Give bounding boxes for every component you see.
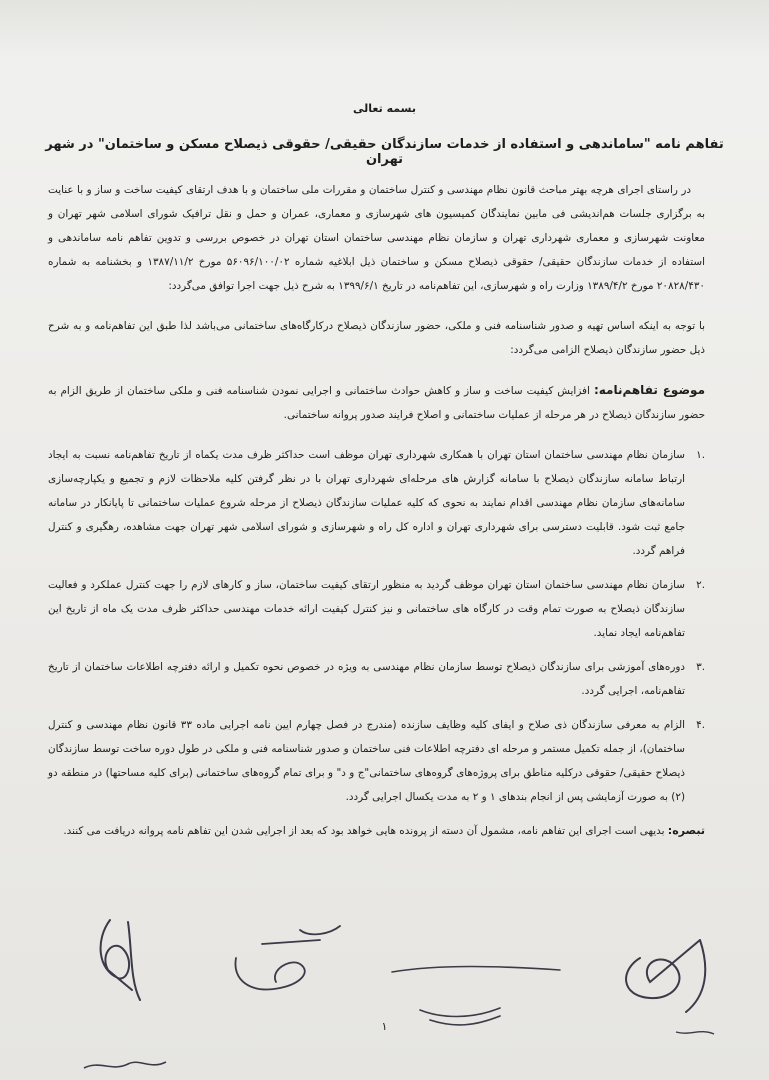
item-number: .۲: [696, 579, 705, 591]
signature-left: [101, 920, 140, 1000]
item-text: الزام به معرفی سازندگان ذی صلاح و ایفای کلیه وظایف سازنده (مندرج در فصل چهارم ایین نامه اجرایی ماده ۳۳ قانون نظام مهندسی و کنترل ساختمان)، از جمله تکمیل مستمر و مرحله ای دفترچه اطلاعات فنی ساختمان و صدور شناسنامه فنی و ملکی در طول دوره ساخت توسط سازندگان ذیصلاح حقیقی/ حقوقی درکلیه مناطق برای پروژه‌های گروه‌های ساختمانی"ج و د" و برای تمام گروه‌های ساختمانی (برای کلیه مساحتها) در منطقه دو (۲) به صورت آزمایشی پس از انجام بندهای ۱ و ۲ به مدت یکسال اجرایی گردد.: [48, 719, 686, 803]
subject-label: موضوع تفاهم‌نامه:: [593, 383, 706, 397]
note-paragraph: [48, 819, 705, 843]
document-header: [40, 102, 729, 167]
signatures-area: [0, 900, 769, 1080]
item-text: دوره‌های آموزشی برای سازندگان ذیصلاح توسط سازمان نظام مهندسی به ویژه در خصوص نحوه تکمیل و ارائه دفترچه اطلاعات ساختمان از تاریخ تفاهم‌نامه، اجرایی گردد.: [48, 661, 685, 697]
signature-center: [392, 967, 560, 1025]
page-number: ۱: [381, 1020, 388, 1033]
subject-paragraph: [48, 378, 705, 427]
item-number: .۳: [696, 661, 705, 673]
list-item-3: [48, 655, 705, 703]
item-number: .۱: [696, 449, 705, 461]
item-number: .۴: [696, 719, 705, 731]
basmala: بسمه تعالی: [353, 102, 416, 115]
document-title: تفاهم نامه "ساماندهی و استفاده از خدمات سازندگان حقیقی/ حقوقی ذیصلاح مسکن و ساختمان" در شهر تهران: [45, 137, 724, 167]
intro-paragraph: در راستای اجرای هرچه بهتر مباحث قانون نظام مهندسی و کنترل ساختمان و مقررات ملی ساختمان و با هدف ارتقای کیفیت ساخت و ساز و با عنایت به برگزاری جلسات هم‌اندیشی فی مابین نمایندگان کمیسیون های شهرسازی و معماری، عمران و حمل و نقل ترافیک شورای اسلامی شهر تهران و معاونت شهرسازی و معماری شهرداری تهران و سازمان نظام مهندسی ساختمان استان تهران در خصوص بررسی و تدوین تفاهم نامه ساماندهی و استفاده از خدمات سازندگان حقیقی/ حقوقی ذیصلاح مسکن و ساختمان ذیل ابلاغیه شماره ۵۶۰۹۶/۱۰۰/۰۲ مورخ ۱۳۸۷/۱۱/۲ و بخشنامه به شماره ۲۰۸۲۸/۴۳۰ مورخ ۱۳۸۹/۴/۲ وزارت راه و شهرسازی، این تفاهم‌نامه در تاریخ ۱۳۹۹/۶/۱ به شرح ذیل جهت اجرا توافق می‌گردد:: [48, 184, 705, 292]
preface-paragraph: با توجه به اینکه اساس تهیه و صدور شناسنامه فنی و ملکی، حضور سازندگان ذیصلاح درکارگاه‌های ساختمانی می‌باشد لذا طبق این تفاهم‌نامه و به شرح ذیل حضور سازندگان ذیصلاح الزامی می‌گردد:: [48, 320, 705, 356]
subject-text: افزایش کیفیت ساخت و ساز و کاهش حوادث ساختمانی و اجرایی نمودن شناسنامه فنی و ملکی ساختمان از طریق الزام به حضور سازندگان ذیصلاح در هر مرحله از عملیات ساختمانی و اصلاح فرایند صدور پروانه ساختمانی.: [48, 385, 705, 421]
item-text: سازمان نظام مهندسی ساختمان استان تهران با همکاری شهرداری تهران موظف است حداکثر ظرف مدت یکماه از تاریخ تفاهم‌نامه نسبت به ایجاد ارتباط سامانه سازندگان ذیصلاح با سامانه گزارش های مرحله‌ای شهرداری تهران با در نظر گرفتن کلیه ملاحظات لازم و تجمیع و یکپارچه‌سازی سامانه‌های سازمان نظام مهندسی اقدام نمایند به نحوی که کلیه عملیات سازندگان ذیصلاح از مرحله شروع عملیات ساختمانی تا پایانکار در سامانه جامع ثبت شود. قابلیت دسترسی برای شهرداری تهران و اداره کل راه و شهرسازی و شورای اسلامی شهر تهران جهت مشاهده، رهگیری و کنترل فراهم گردد.: [48, 449, 685, 557]
note-text: بدیهی است اجرای این تفاهم نامه، مشمول آن دسته از پرونده هایی خواهد بود که بعد از اجرایی شدن این تفاهم نامه پروانه دریافت می کنند.: [63, 825, 665, 837]
signature-center-left: [235, 926, 340, 989]
document-body: [48, 178, 705, 843]
page-shading: [0, 0, 769, 60]
signature-left-name: [84, 1062, 166, 1068]
item-text: سازمان نظام مهندسی ساختمان استان تهران موظف گردید به منظور ارتقای کیفیت ساختمان، ساز و کارهای لازم را جهت کنترل عملکرد و فعالیت سازندگان ذیصلاح به صورت تمام وقت در کارگاه های ساختمانی و نیز کنترل کیفیت ارائه خدمات مهندسی حداکثر ظرف مدت یک ماه از تاریخ این تفاهم‌نامه ایجاد نماید.: [48, 579, 685, 639]
list-item-1: [48, 443, 705, 563]
list-item-2: [48, 573, 705, 645]
list-item-4: [48, 713, 705, 809]
signature-right: [626, 940, 705, 1012]
note-label: تبصره:: [667, 824, 705, 837]
